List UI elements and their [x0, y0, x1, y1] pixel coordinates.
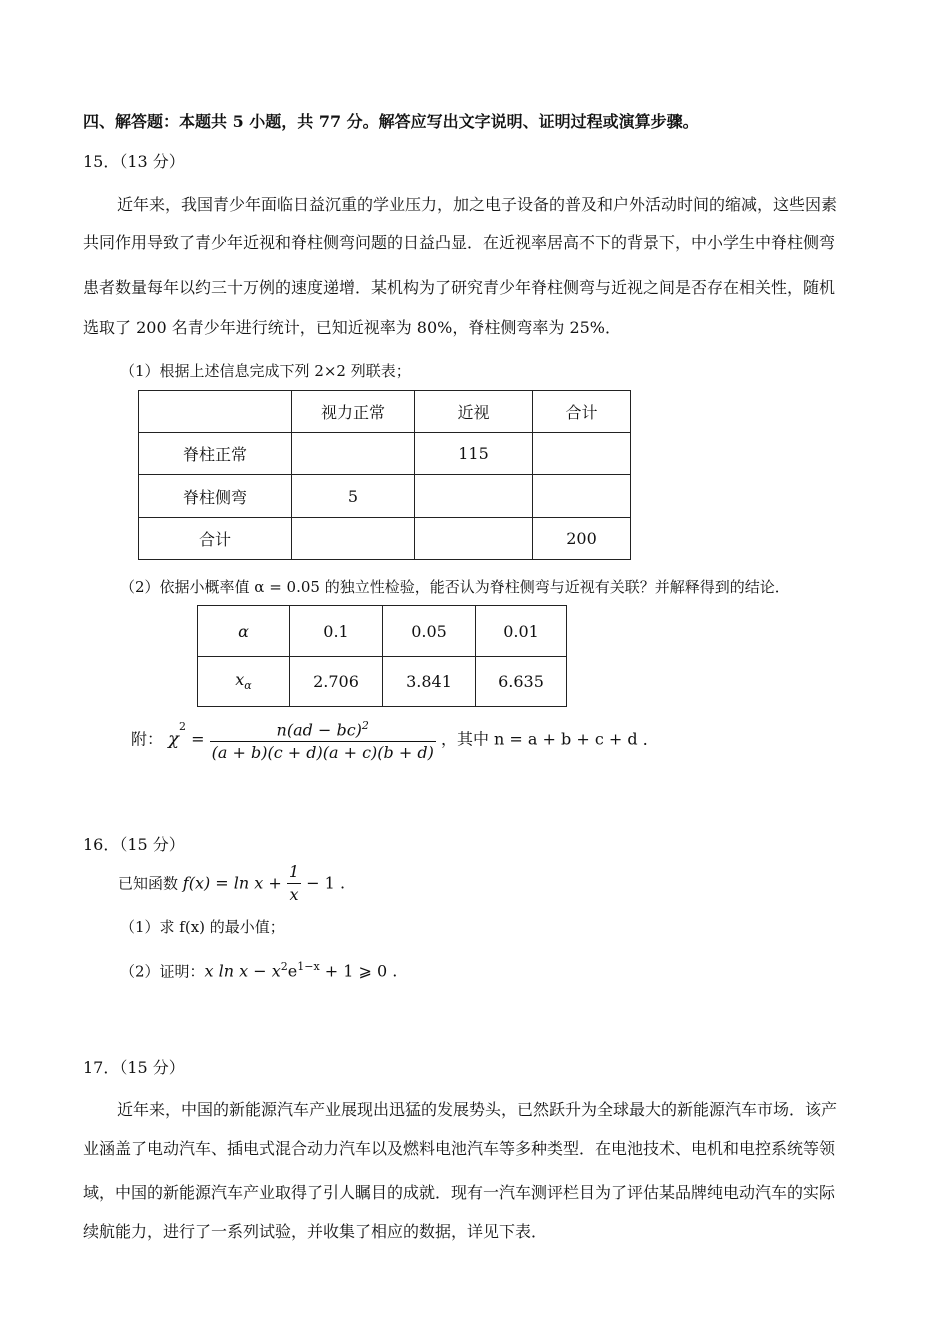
fraction-denominator: (a + b)(c + d)(a + c)(b + d) — [211, 743, 434, 763]
table-cell: 6.635 — [476, 657, 567, 707]
q17-para-line-3: 域，中国的新能源汽车产业取得了引人瞩目的成就．现有一汽车测评栏目为了评估某品牌纯电动汽车的实际 — [83, 1183, 836, 1202]
table-cell — [533, 475, 631, 518]
table-cell: 合计 — [139, 518, 292, 560]
table-cell: 200 — [533, 518, 631, 560]
table-cell: 0.01 — [476, 606, 567, 657]
equals-sign: = — [191, 729, 205, 749]
table-row — [139, 518, 631, 560]
table-row — [198, 606, 567, 657]
table-row — [139, 475, 631, 518]
chi-square-formula — [131, 716, 659, 763]
table-cell — [292, 433, 415, 475]
q17-header: 17．（15 分） — [83, 1058, 185, 1077]
table-cell: 合计 — [533, 391, 631, 433]
q16-part2-prefix: （2）证明： — [120, 962, 205, 981]
q16-part2-sup-a: 2 — [280, 960, 288, 973]
q15-para-line-3: 患者数量每年以约三十万例的速度递增．某机构为了研究青少年脊柱侧弯与近视之间是否存在相关性，随机 — [83, 278, 836, 297]
appendix-prefix: 附： — [131, 729, 164, 749]
q16-given — [118, 862, 345, 905]
table-header-row — [139, 391, 631, 433]
fraction-numerator — [210, 716, 436, 742]
given-fraction-num: 1 — [287, 862, 301, 884]
table-cell: 0.05 — [383, 606, 476, 657]
critical-value-table — [197, 605, 567, 707]
q17-para-line-2: 业涵盖了电动汽车、插电式混合动力汽车以及燃料电池汽车等多种类型．在电池技术、电机和电控系统等领 — [83, 1139, 836, 1158]
table-cell — [415, 518, 533, 560]
table-cell — [198, 657, 290, 707]
table-cell: α — [198, 606, 290, 657]
x-alpha-label: x — [235, 670, 245, 690]
table-cell: 视力正常 — [292, 391, 415, 433]
q15-part1: （1）根据上述信息完成下列 2×2 列联表； — [120, 362, 411, 380]
table-cell — [533, 433, 631, 475]
q15-header: 15．（13 分） — [83, 152, 185, 171]
table-cell — [415, 475, 533, 518]
q15-para-line-4: 选取了 200 名青少年进行统计，已知近视率为 80%，脊柱侧弯率为 25%． — [83, 318, 622, 337]
table-cell — [292, 518, 415, 560]
numerator-text: n(ad − bc) — [276, 720, 362, 740]
given-fraction — [287, 862, 301, 905]
q16-part2-expr-c: + 1 ⩾ 0 . — [319, 961, 398, 981]
table-row — [198, 657, 567, 707]
q15-para-line-1: 近年来，我国青少年面临日益沉重的学业压力，加之电子设备的普及和户外活动时间的缩减，这些因素 — [117, 195, 838, 214]
q16-header: 16．（15 分） — [83, 835, 185, 854]
table-cell: 3.841 — [383, 657, 476, 707]
given-function: f(x) = ln x + — [182, 873, 287, 893]
given-fraction-den: x — [289, 885, 299, 904]
q16-part2-expr-a: x ln x − x — [204, 961, 281, 981]
q16-part2-expr-b: e — [287, 961, 298, 981]
q17-para-line-1: 近年来，中国的新能源汽车产业展现出迅猛的发展势头，已然跃升为全球最大的新能源汽车市场．该产 — [117, 1100, 838, 1119]
q16-part2-sup-b: 1−x — [297, 960, 320, 973]
table-cell: 脊柱正常 — [139, 433, 292, 475]
given-suffix: − 1 . — [306, 873, 346, 893]
q16-part1: （1）求 f(x) 的最小值； — [120, 918, 285, 936]
given-prefix: 已知函数 — [118, 874, 183, 893]
q17-para-line-4: 续航能力，进行了一系列试验，并收集了相应的数据，详见下表． — [83, 1222, 548, 1241]
table-row — [139, 433, 631, 475]
chi-symbol: χ — [168, 728, 180, 750]
q16-part2 — [120, 957, 397, 981]
section-heading: 四、解答题：本题共 5 小题，共 77 分。解答应写出文字说明、证明过程或演算步骤。 — [83, 112, 699, 131]
q15-part2: （2）依据小概率值 α = 0.05 的独立性检验，能否认为脊柱侧弯与近视有关联？并解释得到的结论． — [120, 578, 790, 596]
table-cell: 脊柱侧弯 — [139, 475, 292, 518]
table-cell: 5 — [292, 475, 415, 518]
formula-fraction — [210, 716, 436, 763]
table-cell: 近视 — [415, 391, 533, 433]
numerator-sup: 2 — [361, 719, 369, 732]
appendix-suffix: ，其中 n = a + b + c + d ． — [440, 729, 659, 749]
q15-para-line-2: 共同作用导致了青少年近视和脊柱侧弯问题的日益凸显．在近视率居高不下的背景下，中小学生中脊柱侧弯 — [83, 233, 836, 252]
table-cell — [139, 391, 292, 433]
contingency-table — [138, 390, 631, 560]
alpha-subscript: α — [244, 679, 252, 693]
table-cell: 0.1 — [290, 606, 383, 657]
table-cell: 115 — [415, 433, 533, 475]
chi-sup: 2 — [179, 720, 187, 734]
table-cell: 2.706 — [290, 657, 383, 707]
